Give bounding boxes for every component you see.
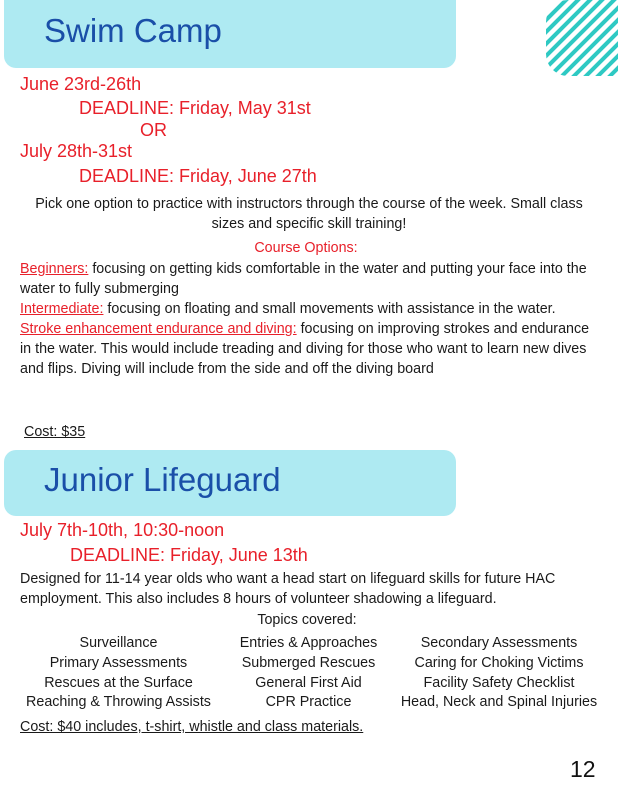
swim-deadline-2: DEADLINE: Friday, June 27th (79, 166, 317, 186)
topic-item: Head, Neck and Spinal Injuries (400, 694, 598, 711)
option-label: Stroke enhancement endurance and diving: (20, 321, 297, 337)
page-number: 12 (570, 756, 596, 782)
course-options-list (20, 259, 590, 379)
topics-heading: Topics covered: (257, 612, 357, 628)
swim-date-2: July 28th-31st (20, 141, 133, 161)
swim-intro: Pick one option to practice with instructors through the course of the week. Small class sizes and specific skill training! (35, 196, 583, 232)
option-label: Beginners: (20, 261, 89, 277)
swim-or-label: OR (140, 120, 167, 140)
topic-item: Rescues at the Surface (44, 674, 193, 691)
topics-grid (16, 634, 602, 713)
topic-item: Facility Safety Checklist (423, 674, 575, 691)
swim-camp-title: Swim Camp (44, 12, 222, 49)
swim-date-1: June 23rd-26th (20, 74, 142, 94)
swim-cost: Cost: $35 (24, 424, 86, 440)
topic-item: Surveillance (79, 635, 158, 651)
decorative-stripes-icon (546, 0, 618, 76)
swim-deadline-1: DEADLINE: Friday, May 31st (79, 98, 311, 118)
topic-item: Submerged Rescues (241, 654, 376, 671)
lifeguard-deadline: DEADLINE: Friday, June 13th (70, 545, 308, 565)
topic-item: CPR Practice (265, 694, 352, 711)
option-beginners (20, 259, 590, 299)
topic-item: General First Aid (255, 674, 362, 691)
topic-item: Primary Assessments (49, 654, 188, 671)
option-text: focusing on floating and small movements with assistance in the water. (103, 301, 556, 317)
topic-item: Secondary Assessments (420, 635, 578, 651)
course-options-heading: Course Options: (254, 240, 358, 256)
option-stroke-enhancement (20, 319, 590, 379)
lifeguard-description: Designed for 11-14 year olds who want a head start on lifeguard skills for future HAC employment. This also includes 8 hours of volunteer shadowing a lifeguard. (20, 571, 556, 607)
option-intermediate (20, 299, 590, 319)
option-label: Intermediate: (20, 301, 104, 317)
topic-item: Reaching & Throwing Assists (26, 694, 211, 711)
swim-camp-banner (4, 0, 456, 68)
option-text: focusing on getting kids comfortable in the water and putting your face into the water to fully submerging (20, 261, 587, 297)
junior-lifeguard-banner (4, 450, 456, 516)
option-text: focusing on improving strokes and endurance in the water. This would include treading and diving for those who want to learn new dives and flips. Diving will include from the side and off the diving board (20, 321, 590, 377)
lifeguard-date: July 7th-10th, 10:30-noon (20, 520, 225, 540)
junior-lifeguard-title: Junior Lifeguard (44, 461, 281, 498)
lifeguard-cost: Cost: $40 includes, t-shirt, whistle and class materials. (20, 719, 364, 735)
topic-item: Entries & Approaches (239, 635, 378, 651)
topic-item: Caring for Choking Victims (414, 654, 584, 671)
